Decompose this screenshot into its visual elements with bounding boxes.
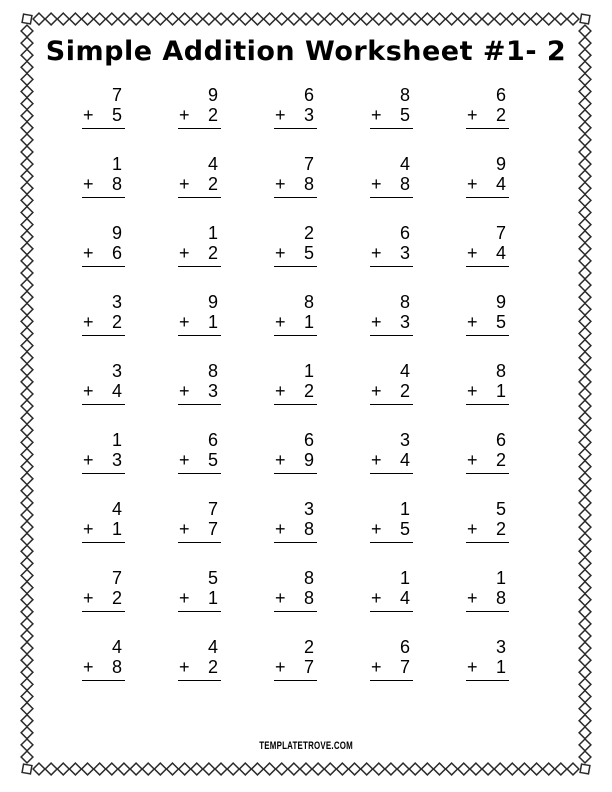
top-addend: 6 xyxy=(303,430,314,450)
top-addend: 4 xyxy=(399,154,410,174)
bottom-addend: 7 xyxy=(303,657,314,677)
answer-line xyxy=(82,588,125,612)
answer-line xyxy=(274,243,317,267)
addition-problem xyxy=(178,500,221,543)
addition-problem xyxy=(178,293,221,336)
bottom-addend: 4 xyxy=(495,243,506,263)
answer-line xyxy=(82,381,125,405)
bottom-addend: 5 xyxy=(495,312,506,332)
addition-problem xyxy=(466,293,509,336)
answer-line xyxy=(370,174,413,198)
top-addend: 7 xyxy=(303,154,314,174)
top-addend: 8 xyxy=(399,85,410,105)
addition-problem xyxy=(178,362,221,405)
top-addend: 1 xyxy=(303,361,314,381)
plus-operator: + xyxy=(467,450,478,470)
bottom-addend: 5 xyxy=(399,105,410,125)
footer-text: TEMPLATETROVE.COM xyxy=(259,740,353,752)
answer-line xyxy=(370,588,413,612)
bottom-addend: 2 xyxy=(495,105,506,125)
bottom-addend: 4 xyxy=(495,174,506,194)
addition-problem xyxy=(82,500,125,543)
top-addend: 6 xyxy=(495,430,506,450)
addition-problem xyxy=(274,638,317,681)
answer-line xyxy=(178,588,221,612)
plus-operator: + xyxy=(179,312,190,332)
addition-problem xyxy=(178,638,221,681)
plus-operator: + xyxy=(371,243,382,263)
addition-problem xyxy=(466,362,509,405)
top-addend: 7 xyxy=(111,568,122,588)
top-addend: 4 xyxy=(207,637,218,657)
top-addend: 1 xyxy=(399,568,410,588)
answer-line xyxy=(370,312,413,336)
bottom-addend: 2 xyxy=(303,381,314,401)
top-addend: 4 xyxy=(207,154,218,174)
top-addend: 8 xyxy=(495,361,506,381)
top-addend: 1 xyxy=(111,430,122,450)
plus-operator: + xyxy=(83,657,94,677)
addition-problem xyxy=(370,224,413,267)
addition-problem xyxy=(370,431,413,474)
plus-operator: + xyxy=(275,174,286,194)
bottom-addend: 1 xyxy=(207,588,218,608)
addition-problem xyxy=(274,224,317,267)
plus-operator: + xyxy=(83,588,94,608)
plus-operator: + xyxy=(179,450,190,470)
answer-line xyxy=(274,381,317,405)
plus-operator: + xyxy=(83,312,94,332)
plus-operator: + xyxy=(371,657,382,677)
bottom-addend: 3 xyxy=(399,243,410,263)
bottom-addend: 5 xyxy=(399,519,410,539)
top-addend: 3 xyxy=(399,430,410,450)
answer-line xyxy=(274,519,317,543)
answer-line xyxy=(178,312,221,336)
top-addend: 3 xyxy=(111,361,122,381)
bottom-addend: 2 xyxy=(207,657,218,677)
answer-line xyxy=(370,450,413,474)
addition-problem xyxy=(178,86,221,129)
plus-operator: + xyxy=(467,657,478,677)
plus-operator: + xyxy=(371,519,382,539)
answer-line xyxy=(466,381,509,405)
plus-operator: + xyxy=(179,657,190,677)
top-addend: 8 xyxy=(207,361,218,381)
top-addend: 3 xyxy=(495,637,506,657)
plus-operator: + xyxy=(467,588,478,608)
top-addend: 1 xyxy=(399,499,410,519)
addition-problem xyxy=(466,569,509,612)
answer-line xyxy=(466,243,509,267)
plus-operator: + xyxy=(83,450,94,470)
plus-operator: + xyxy=(83,243,94,263)
bottom-addend: 4 xyxy=(399,450,410,470)
top-addend: 1 xyxy=(495,568,506,588)
top-addend: 8 xyxy=(303,568,314,588)
addition-problem xyxy=(82,224,125,267)
worksheet-title: Simple Addition Worksheet #1- 2 xyxy=(45,36,567,67)
top-addend: 2 xyxy=(303,637,314,657)
answer-line xyxy=(274,657,317,681)
plus-operator: + xyxy=(467,105,478,125)
bottom-addend: 2 xyxy=(207,174,218,194)
plus-operator: + xyxy=(275,105,286,125)
top-addend: 6 xyxy=(399,637,410,657)
bottom-addend: 8 xyxy=(111,174,122,194)
top-addend: 3 xyxy=(111,292,122,312)
plus-operator: + xyxy=(371,588,382,608)
addition-problem xyxy=(466,431,509,474)
plus-operator: + xyxy=(275,588,286,608)
top-addend: 9 xyxy=(207,85,218,105)
addition-problem xyxy=(466,224,509,267)
answer-line xyxy=(274,105,317,129)
answer-line xyxy=(82,105,125,129)
addition-problem xyxy=(370,638,413,681)
addition-problem xyxy=(274,155,317,198)
top-addend: 5 xyxy=(495,499,506,519)
plus-operator: + xyxy=(179,174,190,194)
answer-line xyxy=(370,657,413,681)
top-addend: 6 xyxy=(399,223,410,243)
answer-line xyxy=(370,519,413,543)
plus-operator: + xyxy=(83,381,94,401)
bottom-addend: 5 xyxy=(111,105,122,125)
answer-line xyxy=(82,519,125,543)
answer-line xyxy=(178,657,221,681)
answer-line xyxy=(82,243,125,267)
top-addend: 2 xyxy=(303,223,314,243)
addition-problem xyxy=(370,362,413,405)
plus-operator: + xyxy=(83,174,94,194)
top-addend: 1 xyxy=(111,154,122,174)
addition-problem xyxy=(370,569,413,612)
plus-operator: + xyxy=(275,381,286,401)
answer-line xyxy=(178,174,221,198)
top-addend: 9 xyxy=(111,223,122,243)
top-addend: 4 xyxy=(399,361,410,381)
bottom-addend: 2 xyxy=(399,381,410,401)
top-addend: 9 xyxy=(495,154,506,174)
answer-line xyxy=(466,657,509,681)
top-addend: 9 xyxy=(495,292,506,312)
answer-line xyxy=(82,174,125,198)
bottom-addend: 3 xyxy=(111,450,122,470)
plus-operator: + xyxy=(467,243,478,263)
addition-problem xyxy=(274,362,317,405)
footer-branding xyxy=(0,736,612,754)
bottom-addend: 2 xyxy=(111,312,122,332)
top-addend: 7 xyxy=(111,85,122,105)
plus-operator: + xyxy=(371,174,382,194)
addition-problem xyxy=(82,569,125,612)
answer-line xyxy=(274,312,317,336)
bottom-addend: 8 xyxy=(303,519,314,539)
plus-operator: + xyxy=(83,105,94,125)
plus-operator: + xyxy=(371,105,382,125)
plus-operator: + xyxy=(371,450,382,470)
addition-problem xyxy=(370,500,413,543)
bottom-addend: 3 xyxy=(399,312,410,332)
plus-operator: + xyxy=(179,519,190,539)
addition-problem xyxy=(178,569,221,612)
bottom-addend: 3 xyxy=(303,105,314,125)
bottom-addend: 5 xyxy=(303,243,314,263)
addition-problem xyxy=(370,293,413,336)
top-addend: 4 xyxy=(111,637,122,657)
addition-problem xyxy=(466,86,509,129)
bottom-addend: 1 xyxy=(207,312,218,332)
answer-line xyxy=(466,450,509,474)
bottom-addend: 2 xyxy=(495,450,506,470)
answer-line xyxy=(82,312,125,336)
bottom-addend: 1 xyxy=(303,312,314,332)
top-addend: 8 xyxy=(303,292,314,312)
answer-line xyxy=(370,105,413,129)
answer-line xyxy=(466,519,509,543)
top-addend: 3 xyxy=(303,499,314,519)
plus-operator: + xyxy=(179,588,190,608)
plus-operator: + xyxy=(179,105,190,125)
answer-line xyxy=(82,657,125,681)
plus-operator: + xyxy=(275,312,286,332)
addition-problem xyxy=(82,293,125,336)
top-addend: 7 xyxy=(207,499,218,519)
plus-operator: + xyxy=(275,450,286,470)
bottom-addend: 8 xyxy=(303,588,314,608)
answer-line xyxy=(370,381,413,405)
bottom-addend: 6 xyxy=(111,243,122,263)
plus-operator: + xyxy=(371,312,382,332)
addition-problem xyxy=(274,431,317,474)
answer-line xyxy=(178,381,221,405)
top-addend: 9 xyxy=(207,292,218,312)
bottom-addend: 1 xyxy=(111,519,122,539)
top-addend: 4 xyxy=(111,499,122,519)
answer-line xyxy=(466,588,509,612)
addition-problem xyxy=(178,155,221,198)
addition-problem xyxy=(466,500,509,543)
top-addend: 6 xyxy=(207,430,218,450)
answer-line xyxy=(466,312,509,336)
bottom-addend: 8 xyxy=(303,174,314,194)
answer-line xyxy=(178,519,221,543)
addition-problem xyxy=(274,293,317,336)
addition-problem xyxy=(274,569,317,612)
bottom-addend: 1 xyxy=(495,657,506,677)
bottom-addend: 5 xyxy=(207,450,218,470)
top-addend: 8 xyxy=(399,292,410,312)
top-addend: 7 xyxy=(495,223,506,243)
plus-operator: + xyxy=(467,519,478,539)
plus-operator: + xyxy=(275,657,286,677)
addition-problem xyxy=(178,224,221,267)
addition-problem xyxy=(82,362,125,405)
answer-line xyxy=(466,174,509,198)
addition-problem xyxy=(370,86,413,129)
answer-line xyxy=(274,588,317,612)
bottom-addend: 1 xyxy=(495,381,506,401)
answer-line xyxy=(178,105,221,129)
top-addend: 5 xyxy=(207,568,218,588)
addition-problem xyxy=(82,431,125,474)
plus-operator: + xyxy=(467,312,478,332)
problems-grid xyxy=(82,86,509,681)
bottom-addend: 8 xyxy=(111,657,122,677)
top-addend: 6 xyxy=(495,85,506,105)
addition-problem xyxy=(178,431,221,474)
plus-operator: + xyxy=(467,174,478,194)
bottom-addend: 9 xyxy=(303,450,314,470)
plus-operator: + xyxy=(275,519,286,539)
plus-operator: + xyxy=(179,243,190,263)
addition-problem xyxy=(274,500,317,543)
top-addend: 1 xyxy=(207,223,218,243)
addition-problem xyxy=(370,155,413,198)
answer-line xyxy=(178,450,221,474)
bottom-addend: 2 xyxy=(207,243,218,263)
bottom-addend: 7 xyxy=(399,657,410,677)
answer-line xyxy=(178,243,221,267)
plus-operator: + xyxy=(467,381,478,401)
addition-problem xyxy=(274,86,317,129)
bottom-addend: 8 xyxy=(399,174,410,194)
addition-problem xyxy=(466,155,509,198)
answer-line xyxy=(274,450,317,474)
answer-line xyxy=(370,243,413,267)
bottom-addend: 2 xyxy=(111,588,122,608)
bottom-addend: 8 xyxy=(495,588,506,608)
answer-line xyxy=(466,105,509,129)
answer-line xyxy=(82,450,125,474)
bottom-addend: 4 xyxy=(111,381,122,401)
addition-problem xyxy=(82,155,125,198)
bottom-addend: 7 xyxy=(207,519,218,539)
bottom-addend: 4 xyxy=(399,588,410,608)
bottom-addend: 3 xyxy=(207,381,218,401)
plus-operator: + xyxy=(179,381,190,401)
bottom-addend: 2 xyxy=(207,105,218,125)
addition-problem xyxy=(82,638,125,681)
plus-operator: + xyxy=(275,243,286,263)
plus-operator: + xyxy=(83,519,94,539)
top-addend: 6 xyxy=(303,85,314,105)
plus-operator: + xyxy=(371,381,382,401)
bottom-addend: 2 xyxy=(495,519,506,539)
answer-line xyxy=(274,174,317,198)
addition-problem xyxy=(466,638,509,681)
addition-problem xyxy=(82,86,125,129)
